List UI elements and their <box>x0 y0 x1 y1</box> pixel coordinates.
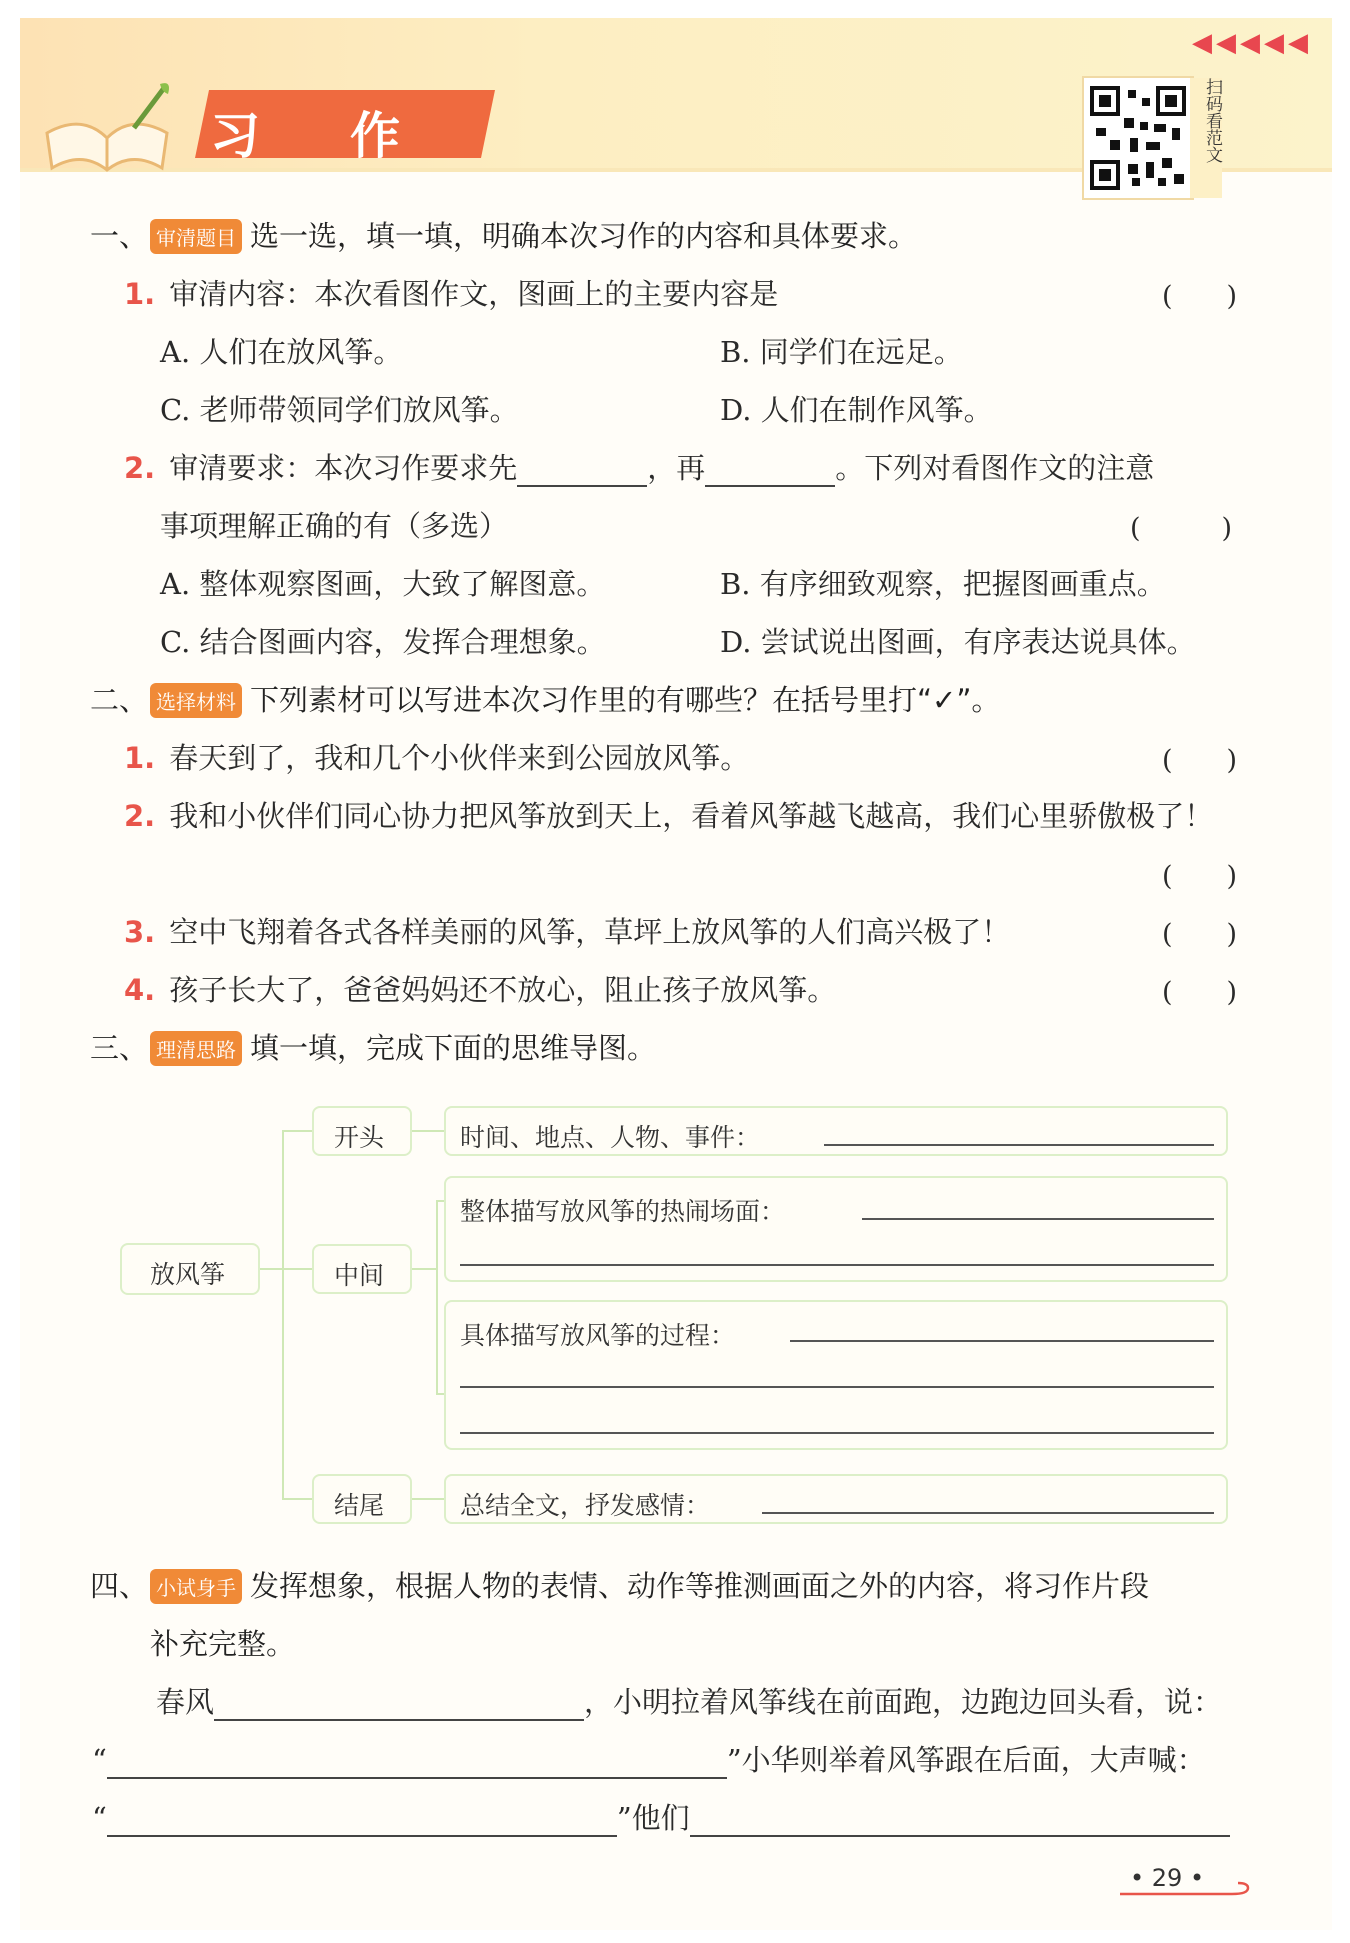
page-number: • 29 • <box>1130 1864 1205 1892</box>
p1-text-a: 春风 <box>156 1685 215 1719</box>
q2-option-d[interactable]: D. 尝试说出图画，有序表达说具体。 <box>720 625 1196 659</box>
mindmap-middle-node: 中间 <box>312 1244 412 1294</box>
material-2-text: 我和小伙伴们同心协力把风筝放到天上，看着风筝越飞越高，我们心里骄傲极了！ <box>169 799 1214 833</box>
qr-label: 扫码看范文 <box>1190 78 1222 198</box>
q1-option-c[interactable]: C. 老师带领同学们放风筝。 <box>160 393 519 427</box>
mm-connector-start <box>282 1130 312 1132</box>
mm-connector-root <box>260 1268 282 1270</box>
section2-prefix: 二、 <box>90 683 149 717</box>
section4-title-cont: 补充完整。 <box>150 1627 296 1661</box>
mm-connector-middle <box>282 1268 312 1270</box>
q2-line <box>124 446 1154 487</box>
paragraph-line-2 <box>92 1738 1206 1779</box>
mm-connector-start-text <box>412 1130 444 1132</box>
material-4-number: 4. <box>124 973 156 1007</box>
title-char-2: 作 <box>350 107 400 165</box>
material-1-number: 1. <box>124 741 156 775</box>
q2-option-c[interactable]: C. 结合图画内容，发挥合理想象。 <box>160 625 606 659</box>
section3-title: 填一填，完成下面的思维导图。 <box>250 1031 657 1065</box>
middle2-answer-line-1[interactable] <box>790 1340 1214 1342</box>
mindmap-end-box <box>444 1474 1228 1524</box>
workbook-page <box>20 18 1332 1930</box>
q2-text-c: 。下列对看图作文的注意 <box>835 451 1155 485</box>
mindmap-middle-box-1 <box>444 1176 1228 1282</box>
mm-connector-trunk <box>282 1130 284 1500</box>
material-2-number: 2. <box>124 799 156 833</box>
section4-title: 发挥想象，根据人物的表情、动作等推测画面之外的内容，将习作片段 <box>250 1569 1150 1603</box>
section3-prefix: 三、 <box>90 1031 149 1065</box>
section2-title: 下列素材可以写进本次习作里的有哪些？在括号里打“✓”。 <box>250 683 1001 717</box>
mm-connector-end-text <box>412 1498 444 1500</box>
material-3-paren[interactable]: ( ) <box>1162 919 1238 950</box>
section2-heading <box>90 678 1000 720</box>
material-item-2 <box>124 794 1213 835</box>
q1-option-d[interactable]: D. 人们在制作风筝。 <box>720 393 993 427</box>
section1-prefix: 一、 <box>90 219 149 253</box>
material-1-paren[interactable]: ( ) <box>1162 745 1238 776</box>
p3-open-quote: “ <box>92 1801 107 1835</box>
q2-answer-paren[interactable]: ( ) <box>1130 513 1233 544</box>
q2-text-b: ，再 <box>647 451 706 485</box>
section1-badge: 审清题目 <box>150 219 242 254</box>
end-answer-line[interactable] <box>762 1512 1214 1514</box>
q2-blank-2[interactable] <box>705 455 835 487</box>
mindmap-middle-text-2: 具体描写放风筝的过程： <box>460 1321 736 1350</box>
section3-badge: 理清思路 <box>150 1031 242 1066</box>
p3-text-b: ”他们 <box>616 1801 690 1835</box>
p1-blank[interactable] <box>214 1689 584 1721</box>
material-4-text: 孩子长大了，爸爸妈妈还不放心，阻止孩子放风筝。 <box>169 973 837 1007</box>
mm-connector-middle-out <box>412 1268 436 1270</box>
section4-prefix: 四、 <box>90 1569 149 1603</box>
material-3-text: 空中飞翔着各式各样美丽的风筝，草坪上放风筝的人们高兴极了！ <box>169 915 1011 949</box>
p2-text-b: ”小华则举着风筝跟在后面，大声喊： <box>726 1743 1206 1777</box>
q2-number: 2. <box>124 451 156 485</box>
q2-blank-1[interactable] <box>517 455 647 487</box>
section1-heading <box>90 214 917 256</box>
mindmap-middle-box-2 <box>444 1300 1228 1450</box>
material-item-1 <box>124 736 749 777</box>
material-4-paren[interactable]: ( ) <box>1162 977 1238 1008</box>
mindmap-root-node: 放风筝 <box>120 1243 260 1295</box>
p2-blank[interactable] <box>107 1747 727 1779</box>
mm-connector-end <box>282 1498 312 1500</box>
material-1-text: 春天到了，我和几个小伙伴来到公园放风筝。 <box>169 741 750 775</box>
section2-badge: 选择材料 <box>150 683 242 718</box>
start-answer-line[interactable] <box>824 1144 1214 1146</box>
q2-text-d: 事项理解正确的有（多选） <box>160 509 509 543</box>
middle1-answer-line-1[interactable] <box>862 1218 1214 1220</box>
open-book-icon <box>42 78 172 173</box>
qr-code-icon[interactable] <box>1082 76 1194 200</box>
q1-text: 审清内容：本次看图作文，图画上的主要内容是 <box>169 277 779 311</box>
page-number-swoosh-icon <box>1120 1880 1260 1900</box>
section1-title: 选一选，填一填，明确本次习作的内容和具体要求。 <box>250 219 918 253</box>
q2-text-a: 审清要求：本次习作要求先 <box>169 451 518 485</box>
material-item-3 <box>124 910 1010 951</box>
mm-connector-middle-trunk <box>436 1200 438 1395</box>
middle2-answer-line-3[interactable] <box>460 1432 1214 1434</box>
p2-open-quote: “ <box>92 1743 107 1777</box>
mindmap-start-box <box>444 1106 1228 1156</box>
q2-option-a[interactable]: A. 整体观察图画，大致了解图意。 <box>160 567 606 601</box>
p3-blank-1[interactable] <box>107 1805 617 1837</box>
nav-arrows-icon: ◀◀◀◀◀ <box>1192 28 1312 58</box>
section4-heading <box>90 1564 1149 1606</box>
p3-blank-2[interactable] <box>690 1805 1230 1837</box>
title-char-1: 习 <box>210 107 260 165</box>
material-item-4 <box>124 968 836 1009</box>
p1-text-b: ，小明拉着风筝线在前面跑，边跑边回头看，说： <box>584 1685 1223 1719</box>
mindmap-middle-text-1: 整体描写放风筝的热闹场面： <box>460 1197 786 1226</box>
mindmap-end-text: 总结全文，抒发感情： <box>460 1491 711 1520</box>
middle2-answer-line-2[interactable] <box>460 1386 1214 1388</box>
section4-badge: 小试身手 <box>150 1569 242 1604</box>
mindmap-start-text: 时间、地点、人物、事件： <box>460 1123 761 1152</box>
material-3-number: 3. <box>124 915 156 949</box>
paragraph-line-3 <box>92 1796 1230 1837</box>
q1-line <box>124 272 778 313</box>
q1-option-a[interactable]: A. 人们在放风筝。 <box>160 335 403 369</box>
material-2-paren[interactable]: ( ) <box>1162 861 1238 892</box>
q1-option-b[interactable]: B. 同学们在远足。 <box>720 335 963 369</box>
paragraph-line-1 <box>156 1680 1222 1721</box>
section3-heading <box>90 1026 656 1068</box>
q2-option-b[interactable]: B. 有序细致观察，把握图画重点。 <box>720 567 1166 601</box>
q1-answer-paren[interactable]: ( ) <box>1162 281 1238 312</box>
middle1-answer-line-2[interactable] <box>460 1264 1214 1266</box>
mindmap-end-node: 结尾 <box>312 1474 412 1524</box>
mindmap-start-node: 开头 <box>312 1106 412 1156</box>
q1-number: 1. <box>124 277 156 311</box>
